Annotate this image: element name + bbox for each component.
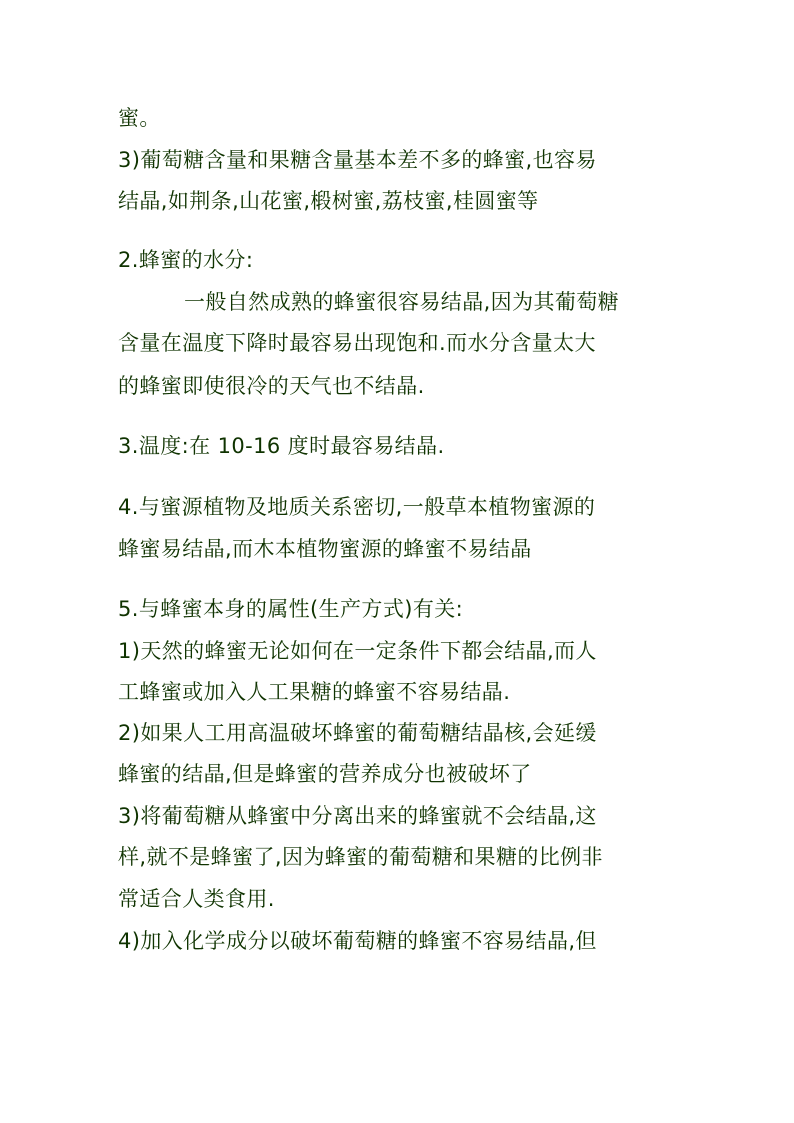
text-line: 蜂蜜易结晶,而木本植物蜜源的蜂蜜不易结晶 — [118, 537, 532, 561]
text-line: 3)将葡萄糖从蜂蜜中分离出来的蜂蜜就不会结晶,这 — [118, 804, 597, 828]
text-line: 一般自然成熟的蜂蜜很容易结晶,因为其葡萄糖 — [184, 290, 620, 314]
section-heading: 3.温度:在 10-16 度时最容易结晶. — [118, 434, 445, 458]
text-line: 3)葡萄糖含量和果糖含量基本差不多的蜂蜜,也容易 — [118, 148, 597, 172]
section-heading: 2.蜂蜜的水分: — [118, 248, 254, 272]
text-line: 结晶,如荆条,山花蜜,椴树蜜,荔枝蜜,桂圆蜜等 — [118, 189, 539, 213]
text-line: 2)如果人工用高温破坏蜂蜜的葡萄糖结晶核,会延缓 — [118, 721, 597, 745]
text-line: 含量在温度下降时最容易出现饱和.而水分含量太大 — [118, 331, 596, 355]
text-line: 蜂蜜的结晶,但是蜂蜜的营养成分也被破坏了 — [118, 762, 532, 786]
text-line: 工蜂蜜或加入人工果糖的蜂蜜不容易结晶. — [118, 680, 511, 704]
section-heading: 5.与蜂蜜本身的属性(生产方式)有关: — [118, 597, 464, 621]
text-line: 常适合人类食用. — [118, 887, 275, 911]
text-line: 1)天然的蜂蜜无论如何在一定条件下都会结晶,而人 — [118, 639, 597, 663]
text-line: 样,就不是蜂蜜了,因为蜂蜜的葡萄糖和果糖的比例非 — [118, 845, 603, 869]
section-heading: 4.与蜜源植物及地质关系密切,一般草本植物蜜源的 — [118, 495, 596, 519]
text-line: 蜜。 — [118, 106, 161, 130]
text-line: 4)加入化学成分以破坏葡萄糖的蜂蜜不容易结晶,但 — [118, 929, 597, 953]
text-line: 的蜂蜜即使很冷的天气也不结晶. — [118, 374, 425, 398]
